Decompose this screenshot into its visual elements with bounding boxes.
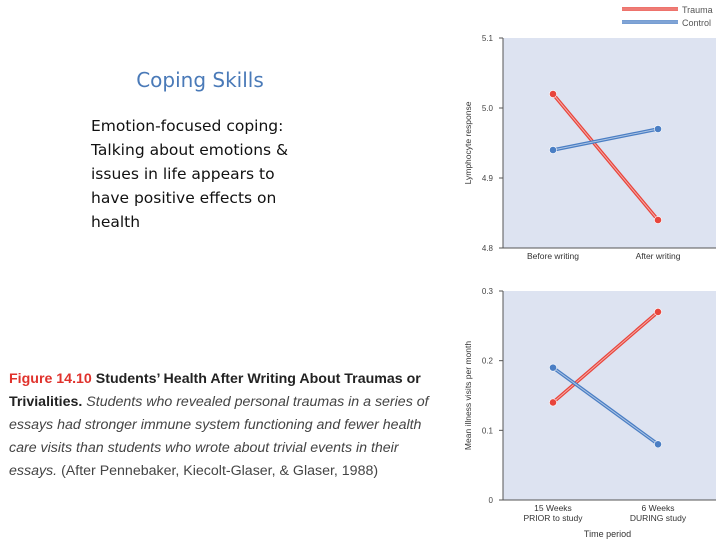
x-tick-label: After writing bbox=[635, 251, 681, 261]
figure-source: (After Pennebaker, Kiecolt-Glaser, & Glaser, 1988) bbox=[61, 463, 379, 479]
y-axis-label-lymphocyte: Lymphocyte response bbox=[463, 101, 473, 185]
slide-title: Coping Skills bbox=[136, 68, 264, 92]
plot-area-illness bbox=[503, 291, 716, 500]
y-tick-label: 0 bbox=[488, 496, 493, 505]
figure-number: Figure 14.10 bbox=[9, 371, 92, 387]
legend-label-control: Control bbox=[682, 18, 712, 28]
body-line: issues in life appears to bbox=[91, 165, 275, 183]
y-axis-label-illness: Mean illness visits per month bbox=[463, 340, 473, 451]
data-point-trauma bbox=[549, 399, 556, 406]
y-tick-label: 5.0 bbox=[481, 104, 493, 113]
x-tick-label: 15 Weeks bbox=[534, 503, 572, 513]
data-point-control bbox=[654, 441, 661, 448]
figure-title: Students’ Health After Writing About Traumas or Trivialities. bbox=[9, 371, 421, 410]
x-tick-label: Before writing bbox=[527, 251, 579, 261]
x-axis-label-illness: Time period bbox=[583, 529, 632, 539]
y-tick-label: 0.1 bbox=[481, 426, 493, 436]
figure-description: Students who revealed personal traumas in a series of essays had stronger immune system functioning and fewer health care visits than students who wrote about trivial events in their essays. bbox=[9, 394, 429, 479]
body-line: health bbox=[91, 213, 141, 231]
legend-label-trauma: Trauma bbox=[682, 5, 713, 15]
data-point-control bbox=[549, 364, 556, 371]
x-tick-label: PRIOR to study bbox=[523, 513, 583, 523]
body-line: have positive effects on bbox=[91, 189, 277, 207]
body-line: Talking about emotions & bbox=[91, 141, 289, 159]
data-point-control bbox=[654, 125, 661, 132]
x-tick-label: DURING study bbox=[629, 513, 687, 523]
body-text bbox=[91, 114, 321, 234]
data-point-trauma bbox=[654, 216, 661, 223]
plot-area-lymphocyte bbox=[503, 38, 716, 248]
figure-charts bbox=[450, 0, 720, 540]
figure-caption bbox=[9, 368, 449, 483]
y-tick-label: 4.8 bbox=[481, 244, 493, 253]
y-tick-label: 5.1 bbox=[481, 34, 493, 43]
data-point-control bbox=[549, 146, 556, 153]
y-tick-label: 4.9 bbox=[481, 174, 493, 183]
y-tick-label: 0.3 bbox=[481, 287, 493, 296]
data-point-trauma bbox=[549, 90, 556, 97]
data-point-trauma bbox=[654, 308, 661, 315]
x-tick-label: 6 Weeks bbox=[641, 503, 675, 513]
body-line: Emotion-focused coping: bbox=[91, 117, 284, 135]
y-tick-label: 0.2 bbox=[481, 356, 493, 366]
